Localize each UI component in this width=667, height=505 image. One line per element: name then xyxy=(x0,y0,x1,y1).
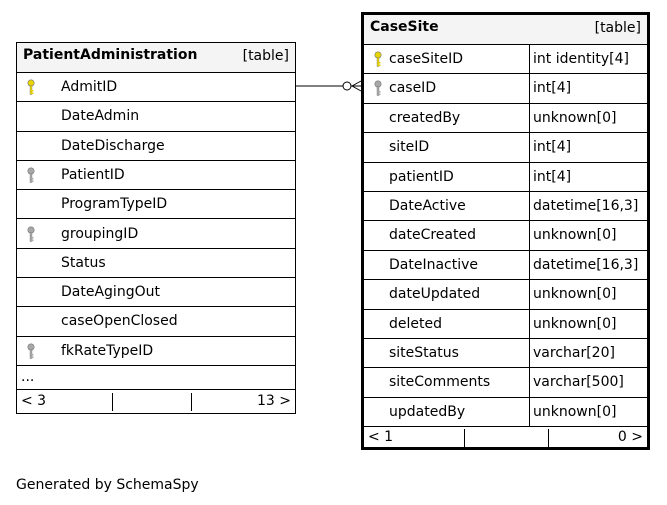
column-row[interactable] xyxy=(17,278,295,307)
column-type: unknown[0] xyxy=(533,109,617,126)
column-name: DateInactive xyxy=(389,256,479,273)
foreign-key-icon xyxy=(27,226,35,244)
foreign-key-icon xyxy=(27,167,35,185)
column-name: deleted xyxy=(389,315,442,332)
table-header xyxy=(364,15,647,45)
primary-key-icon xyxy=(374,51,382,69)
column-type: datetime[16,3] xyxy=(533,256,639,273)
column-row[interactable] xyxy=(17,337,295,366)
column-row[interactable] xyxy=(364,192,647,221)
column-name: dateUpdated xyxy=(389,286,481,303)
primary-key-icon xyxy=(27,79,35,97)
column-name: DateAgingOut xyxy=(61,284,160,301)
child-count[interactable]: 13 > xyxy=(257,393,291,409)
column-row[interactable] xyxy=(364,339,647,368)
column-row[interactable] xyxy=(364,133,647,162)
column-type: unknown[0] xyxy=(533,315,617,332)
table-footer xyxy=(364,427,647,449)
table-name: CaseSite xyxy=(370,19,439,35)
column-row[interactable] xyxy=(364,251,647,280)
column-row[interactable] xyxy=(17,190,295,219)
column-name: groupingID xyxy=(61,225,139,242)
foreign-key-icon xyxy=(374,80,382,98)
generated-by-label: Generated by SchemaSpy xyxy=(16,477,199,493)
column-type: unknown[0] xyxy=(533,286,617,303)
column-row[interactable] xyxy=(17,132,295,161)
column-name: siteID xyxy=(389,139,430,156)
table-name: PatientAdministration xyxy=(23,47,198,63)
column-name: caseSiteID xyxy=(389,51,463,67)
table-case-site[interactable] xyxy=(361,12,650,450)
parent-count[interactable]: < 3 xyxy=(21,393,47,409)
column-row[interactable] xyxy=(17,249,295,278)
table-kind: [table] xyxy=(242,48,289,64)
column-type: varchar[500] xyxy=(533,374,624,391)
column-name: dateCreated xyxy=(389,227,476,244)
column-type: int[4] xyxy=(533,139,572,156)
column-type: int identity[4] xyxy=(533,51,629,67)
column-name: fkRateTypeID xyxy=(61,342,154,359)
column-name: AdmitID xyxy=(61,79,118,95)
column-row[interactable] xyxy=(17,307,295,336)
column-type: datetime[16,3] xyxy=(533,198,639,214)
parent-count[interactable]: < 1 xyxy=(368,429,394,445)
column-row[interactable] xyxy=(364,280,647,309)
column-row[interactable] xyxy=(17,102,295,131)
column-name: patientID xyxy=(389,168,454,185)
column-type: int[4] xyxy=(533,80,572,97)
child-count[interactable]: 0 > xyxy=(617,429,643,445)
column-name: DateAdmin xyxy=(61,108,140,125)
table-patient-administration[interactable] xyxy=(16,42,296,414)
column-row[interactable] xyxy=(17,73,295,102)
column-type: int[4] xyxy=(533,168,572,185)
column-type: unknown[0] xyxy=(533,227,617,244)
table-header xyxy=(17,43,295,73)
column-row[interactable] xyxy=(364,310,647,339)
column-name: DateActive xyxy=(389,198,466,214)
column-name: updatedBy xyxy=(389,403,466,420)
column-type: unknown[0] xyxy=(533,403,617,420)
column-name: Status xyxy=(61,254,106,271)
column-name: createdBy xyxy=(389,109,461,126)
column-row[interactable] xyxy=(17,220,295,249)
column-name: DateDischarge xyxy=(61,137,165,154)
column-name: PatientID xyxy=(61,166,125,183)
table-footer xyxy=(17,390,295,414)
column-row[interactable] xyxy=(364,163,647,192)
column-row[interactable] xyxy=(364,368,647,397)
column-row[interactable] xyxy=(364,104,647,133)
column-row[interactable] xyxy=(364,398,647,427)
more-columns-ellipsis: ... xyxy=(17,366,295,390)
column-row[interactable] xyxy=(364,74,647,103)
column-name: siteComments xyxy=(389,374,491,391)
column-row[interactable] xyxy=(364,221,647,250)
table-kind: [table] xyxy=(594,20,641,36)
foreign-key-icon xyxy=(27,343,35,361)
column-name: caseID xyxy=(389,80,437,97)
column-row[interactable] xyxy=(364,45,647,74)
column-type: varchar[20] xyxy=(533,345,615,361)
column-name: ProgramTypeID xyxy=(61,196,168,213)
column-row[interactable] xyxy=(17,161,295,190)
column-name: caseOpenClosed xyxy=(61,313,178,330)
column-name: siteStatus xyxy=(389,345,459,361)
